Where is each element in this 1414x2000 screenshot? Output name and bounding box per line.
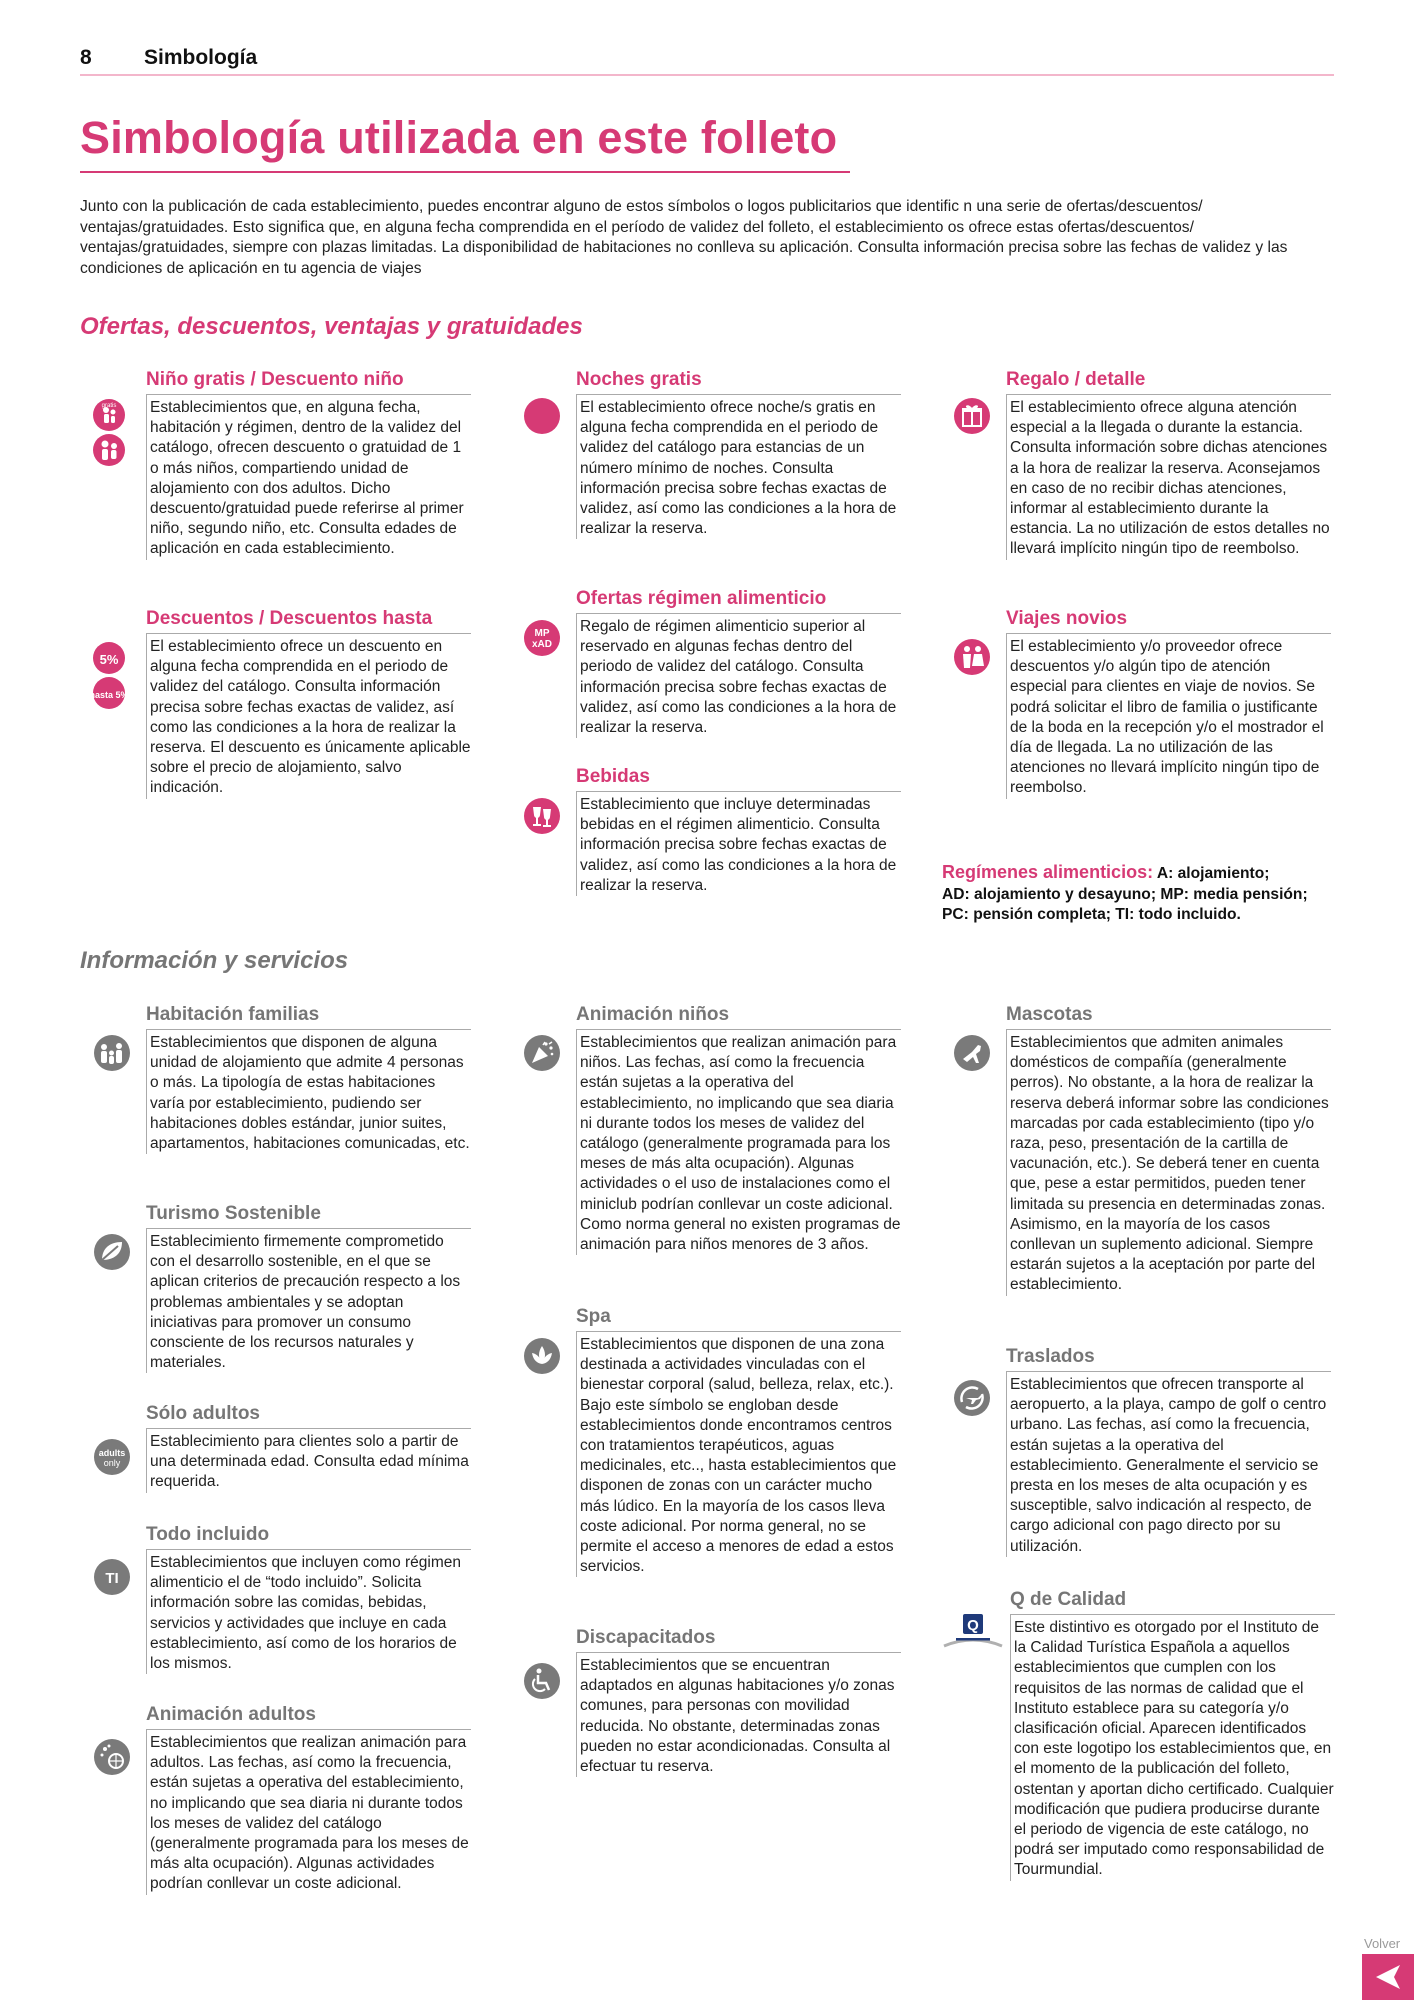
descuentos-title: Descuentos / Descuentos hasta xyxy=(146,608,433,629)
mascotas-text: Establecimientos que admiten animales domésticos de compañía (generalmente perros). No obstante, a la hora de realizar la reserva deberá informar sobre las condiciones marcadas por cada establecimiento (tipo y/o raza, peso, presentación de la cartilla de vacunación, etc.). Se deberá tener en cuenta que, pese a estar permitidos, pueden tener limitada su presencia en determinadas zonas. Asimismo, en la mayoría de los casos conllevan un suplemento adicional. Siempre estarán sujetos a la aceptación por parte del establecimiento. xyxy=(1006,1029,1331,1296)
descuentos-text: El establecimiento ofrece un descuento en alguna fecha comprendida en el periodo de validez del catálogo. Consulta información precisa sobre fechas exactas de validez, así como las condiciones a la hora de realizar la reserva. El descuento es únicamente aplicable sobre el precio de alojamiento, salvo indicación. xyxy=(146,633,471,799)
intro-paragraph: Junto con la publicación de cada establecimiento, puedes encontrar alguno de estos símbolos o logos publicitarios que identific n una serie de ofertas/descuentos/ ventajas/gratuidades. Esto significa que, en alguna fecha comprendida en el período de validez del folleto, el establecimiento os ofrece estas ofertas/descuentos/ ventajas/gratuidades, siempre con plazas limitadas. La disponibilidad de habitaciones no conlleva su aplicación. Consulta información precisa sobre las fechas de validez y las condiciones de aplicación en tu agencia de viajes xyxy=(80,198,1288,277)
meal-plans-line-3: PC: pensión completa; TI: todo incluido. xyxy=(942,906,1241,923)
block-animacion-ninos xyxy=(576,1003,901,1255)
discapacitados-title: Discapacitados xyxy=(576,1627,716,1648)
drinks-icon xyxy=(522,796,562,836)
adults-only-icon xyxy=(92,1437,132,1477)
meal-plans-heading: Regímenes alimenticios: xyxy=(942,862,1154,882)
kids-entertainment-icon xyxy=(522,1033,562,1073)
ofertas-regimen-title: Ofertas régimen alimenticio xyxy=(576,588,827,609)
viajes-novios-text: El establecimiento y/o proveedor ofrece descuentos y/o algún tipo de atención especial para clientes en viaje de novios. Se podrá solicitar el libro de familia o justificante de la boda en la recepción y/o el mostrador el día de llegada. La no utilización de las atenciones no llevará implícito ningún tipo de reembolso. xyxy=(1006,633,1331,799)
discount-icon-text-1: 5% xyxy=(99,652,119,667)
habitacion-familias-title: Habitación familias xyxy=(146,1004,320,1025)
q-calidad-text: Este distintivo es otorgado por el Instituto de la Calidad Turística Española a aquellos establecimientos que cumplen con los requisitos de las normas de calidad que el Instituto establece para su categoría y/o clasificación oficial. Aparecen identificados con este logotipo los establecimientos que, en el momento de la publicación del folleto, ostentan y aportan dicho certificado. Cualquier modificación que pudiera producirse durante el periodo de vigencia de este catálogo, no podrá ser imputado como responsabilidad de Tourmundial. xyxy=(1010,1614,1335,1881)
q-quality-icon-text: Q xyxy=(967,1617,979,1634)
section-info-title: Información y servicios xyxy=(80,947,349,974)
block-turismo-sostenible xyxy=(146,1202,471,1373)
header-section-title: Simbología xyxy=(144,46,258,69)
meal-plan-icon xyxy=(522,618,562,658)
solo-adultos-text: Establecimiento para clientes solo a partir de una determinada edad. Consulta edad mínima requerida. xyxy=(146,1428,471,1493)
traslados-title: Traslados xyxy=(1006,1346,1095,1367)
meal-plans-line-1: A: alojamiento; xyxy=(1156,865,1270,882)
block-traslados xyxy=(1006,1345,1331,1557)
back-label[interactable]: Volver xyxy=(1364,1936,1401,1951)
block-ofertas-regimen xyxy=(576,587,901,738)
adult-entertainment-icon xyxy=(92,1737,132,1777)
block-todo-incluido xyxy=(146,1523,471,1674)
animacion-ninos-title: Animación niños xyxy=(576,1004,730,1025)
wheelchair-icon xyxy=(522,1661,562,1701)
nino-gratis-title: Niño gratis / Descuento niño xyxy=(146,369,404,390)
q-quality-icon xyxy=(942,1612,1004,1656)
spa-text: Establecimientos que disponen de una zona destinada a actividades vinculadas con el bienestar corporal (salud, belleza, relax, etc.). Bajo este símbolo se engloban desde establecimientos donde encontramos centros con tratamientos terapéuticos, aguas medicinales, etc.., hasta establecimientos que disponen de zonas con un carácter mucho más lúdico. En la mayoría de los casos lleva coste adicional. Por norma general, no se permite el acceso a menores de edad a estos servicios. xyxy=(576,1331,901,1577)
family-room-icon xyxy=(92,1033,132,1073)
block-bebidas xyxy=(576,765,901,896)
page-title: Simbología utilizada en este folleto xyxy=(80,112,838,163)
moon-icon xyxy=(522,396,562,436)
animacion-adultos-title: Animación adultos xyxy=(146,1704,316,1725)
block-animacion-adultos xyxy=(146,1703,471,1895)
viajes-novios-title: Viajes novios xyxy=(1006,608,1128,629)
title-underline xyxy=(80,171,850,173)
block-viajes-novios xyxy=(1006,607,1331,799)
child-icon xyxy=(92,398,126,468)
section-offers-title: Ofertas, descuentos, ventajas y gratuidades xyxy=(80,313,583,340)
back-button[interactable] xyxy=(1362,1954,1414,2000)
mascotas-title: Mascotas xyxy=(1006,1004,1093,1025)
noches-gratis-text: El establecimiento ofrece noche/s gratis en alguna fecha comprendida en el periodo de validez del catálogo para estancias de un número mínimo de noches. Consulta información precisa sobre fechas exactas de validez, así como las condiciones a la hora de realizar la reserva. xyxy=(576,394,901,539)
meal-plan-icon-text-1: MP xyxy=(534,628,550,639)
q-calidad-title: Q de Calidad xyxy=(1010,1589,1127,1610)
block-mascotas xyxy=(1006,1003,1331,1296)
page-number: 8 xyxy=(80,46,92,69)
airplane-icon xyxy=(952,1378,992,1418)
discount-icon xyxy=(89,641,129,711)
habitacion-familias-text: Establecimientos que disponen de alguna unidad de alojamiento que admite 4 personas o más. La tipología de estas habitaciones varía por establecimiento, pudiendo ser habitaciones dobles estándar, junior suites, apartamentos, habitaciones comunicadas, etc. xyxy=(146,1029,471,1154)
back-arrow-icon xyxy=(1362,1954,1414,2000)
traslados-text: Establecimientos que ofrecen transporte al aeropuerto, a la playa, campo de golf o centro urbano. Las fechas, así como la frecuencia, están sujetas a la operativa del establecimiento. Generalmente el servicio se presta en los meses de alta ocupación y es susceptible, salvo indicación al respecto, de cargo adicional con pago directo por su utilización. xyxy=(1006,1371,1331,1557)
gift-icon xyxy=(952,396,992,436)
spa-title: Spa xyxy=(576,1306,611,1327)
honeymoon-icon xyxy=(952,637,992,677)
pet-icon xyxy=(952,1033,992,1073)
todo-incluido-text: Establecimientos que incluyen como régimen alimenticio el de “todo incluido”. Solicita información sobre las comidas, bebidas, servicios y actividades que incluye en cada establecimiento, así como de los horarios de los mismos. xyxy=(146,1549,471,1674)
block-discapacitados xyxy=(576,1626,901,1777)
regalo-text: El establecimiento ofrece alguna atención especial a la llegada o durante la estancia. Consulta información sobre dichas atenciones a la hora de realizar la reserva. Aconsejamos en caso de no recibir dichas atenciones, informar al establecimiento durante la estancia. La no utilización de estos detalles no llevará implícito ningún tipo de reembolso. xyxy=(1006,394,1331,560)
discount-icon-text-2: hasta 5% xyxy=(89,690,129,700)
turismo-sostenible-text: Establecimiento firmemente comprometido con el desarrollo sostenible, en el que se aplican criterios de precaución respecto a los problemas ambientales y se adoptan iniciativas para promover un consumo consciente de los recursos naturales y materiales. xyxy=(146,1228,471,1373)
turismo-sostenible-title: Turismo Sostenible xyxy=(146,1203,321,1224)
regalo-title: Regalo / detalle xyxy=(1006,369,1146,390)
leaf-icon xyxy=(92,1232,132,1272)
animacion-ninos-text: Establecimientos que realizan animación para niños. Las fechas, así como la frecuencia están sujetas a la operativa del establecimiento, no implicando que sea diaria ni durante todos los meses de validez del catálogo (generalmente programada para los meses de más alta ocupación). Algunas actividades o el uso de instalaciones como el miniclub podrían conllevar un coste adicional. Como norma general no existen programas de animación para niños menores de 3 años. xyxy=(576,1029,901,1255)
meal-plans-legend xyxy=(942,862,1342,926)
animacion-adultos-text: Establecimientos que realizan animación para adultos. Las fechas, así como la frecuencia, están sujetas a operativa del establecimiento, no implicando que sea diaria ni durante todos los meses de validez del catálogo (generalmente programada para los meses de más alta ocupación). Algunas actividades podrían conllevar un coste adicional. xyxy=(146,1729,471,1895)
solo-adultos-title: Sólo adultos xyxy=(146,1403,260,1424)
child-icon-text: gratis xyxy=(101,403,117,409)
meal-plan-icon-text-2: xAD xyxy=(531,639,553,650)
all-inclusive-icon-text: TI xyxy=(105,1570,119,1587)
lotus-icon xyxy=(522,1336,562,1376)
all-inclusive-icon xyxy=(92,1557,132,1597)
block-spa xyxy=(576,1305,901,1577)
block-noches-gratis xyxy=(576,368,901,539)
block-regalo xyxy=(1006,368,1331,560)
adults-only-icon-text-1: adults xyxy=(98,1448,126,1458)
noches-gratis-title: Noches gratis xyxy=(576,369,702,390)
nino-gratis-text: Establecimientos que, en alguna fecha, habitación y régimen, dentro de la validez del catálogo, ofrecen descuento o gratuidad de 1 o más niños, compartiendo unidad de alojamiento con dos adultos. Dicho descuento/gratuidad puede referirse al primer niño, segundo niño, etc. Consulta edades de aplicación en cada establecimiento. xyxy=(146,394,471,560)
block-q-calidad xyxy=(1010,1588,1335,1881)
bebidas-title: Bebidas xyxy=(576,766,650,787)
header-divider xyxy=(80,74,1334,76)
block-solo-adultos xyxy=(146,1402,471,1493)
todo-incluido-title: Todo incluido xyxy=(146,1524,270,1545)
bebidas-text: Establecimiento que incluye determinadas bebidas en el régimen alimenticio. Consulta información precisa sobre fechas exactas de validez, así como las condiciones a la hora de realizar la reserva. xyxy=(576,791,901,896)
block-habitacion-familias xyxy=(146,1003,471,1154)
ofertas-regimen-text: Regalo de régimen alimenticio superior al reservado en algunas fechas dentro del periodo de validez del catálogo. Consulta información precisa sobre fechas exactas de validez, así como las condiciones a la hora de realizar la reserva. xyxy=(576,613,901,738)
adults-only-icon-text-2: only xyxy=(103,1458,121,1468)
meal-plans-line-2: AD: alojamiento y desayuno; MP: media pensión; xyxy=(942,885,1308,903)
block-nino-gratis xyxy=(146,368,471,560)
block-descuentos xyxy=(146,607,471,799)
discapacitados-text: Establecimientos que se encuentran adaptados en algunas habitaciones y/o zonas comunes, para personas con movilidad reducida. No obstante, determinadas zonas pueden no estar acondicionadas. Consulta al efectuar tu reserva. xyxy=(576,1652,901,1777)
